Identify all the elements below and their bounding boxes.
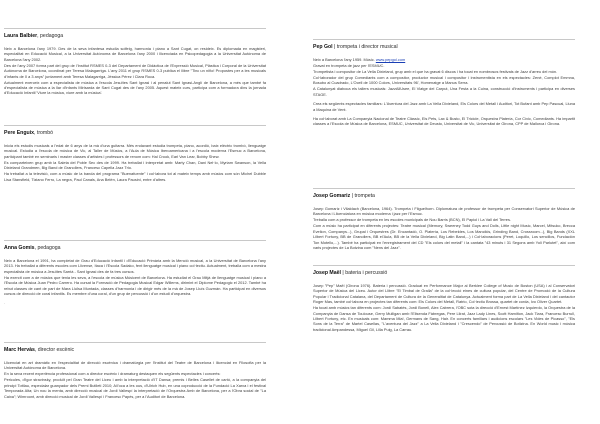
bio-paragraph: Treballa com a professor de trompeta en les escoles municipals de Nou Barris (BCN), El Papiol i La Vall del Terres. bbox=[313, 217, 512, 223]
bio-paragraph: Des de l'any 2007 forma part del grup de l'Institut RSMES 0-3 del Departament de Didàctica de l'Expressió Musical, Plàstica i Corporal de la Universitat Autònoma de Barcelona, coordinat per Teresa Malagarriga. L'any 2011 el grup RSMES 0-3 publica el llibre "Tinc un niño! Propostes per a les musicals d'infants de 0 a 3 anys" juntament amb Teresa Malagarriga, Jéssica Pérez i Clara Roca. bbox=[4, 62, 266, 79]
bio-paragraph: Ha exercit com a de músics que tenia les seva, a l'escola de música Músicent de Barcelona. Ha estudiat el Grau Mitjà de llenguatge musical i piano a l'Escola de Música Juan Pedro Carrero. Ha cursat la Formació de Pedagogia Musical Edgar Willems, dirimint el Diplome Pedagogic el 2012. També ha rebut classes de cant de part de Mara Lluïsa Muntada, classes d'harmonia i de dirigir més de la mà de Josep Lluís Guzmán. Ha participat en diversos cursos de direcció de coral infantils. Es membre d'una coral, d'un grup de percussió i d'un estudi d'orquestra. bbox=[4, 274, 266, 297]
bio-paragraph: Crea els següents espectacles familiars: L'Aventura del Jazz amb La Vella Dixieland, Els Colors del Metall i Auditori, Tot Bufant amb Pep Pascual, Lluna a Maquina de Vent. bbox=[313, 101, 575, 112]
bio-text bbox=[4, 258, 266, 296]
divider bbox=[4, 125, 266, 126]
website-link[interactable]: www.pepgol.com bbox=[375, 57, 406, 62]
bio-paragraph: Pericules, d'igor stravinsky, produït pel Gran Teatre del Liceu i amb la interpretació d'IT Dansa; premis i Belles Casellet de cartó, a la companyia del principi Tottlau, especialar guanyador dels Premi Butlleti 2010; A/l'oca a les ous, d'Ulrich Hub, en una coproducció de la Fundació La Xarxa i el festival Temporada Alta; Un nou la menta, amb direcció musical de Jordi Vallespí la interpretació de l'Orquestra Amb de Barcelona, per a l'Obra social de "La Caixa"; Wimroont, amb direcció musical de Jordi Vallespí i Francesc Papès, per a l'Auditori de Barcelona. bbox=[4, 377, 266, 399]
bio-role: trombó bbox=[36, 130, 54, 136]
bio-text bbox=[4, 46, 266, 96]
bio-heading: Anna Gomis, pedagoga bbox=[4, 245, 61, 251]
divider bbox=[313, 188, 575, 189]
bio-role: pedagoga bbox=[37, 245, 61, 251]
bio-paragraph: Ha tocat amb músics tan diferents com: Jordi Sabatés, Jordi Bonell, Alex Cabrera, l'OBC sota la direcció d'Ernest Martínez Izquierdo, la Orquestra de la Companyia de Dansa de Toulouse, Gerry Mulligan amb l'Elisenda Fàbregas, Pere Llirat, Jazz Lady Lines, Scott Hamilton, Jack Tiara, Francesc Burrull, Lilbert Fortuny, etc. En musicals com: Mamma Mia!, Germans de Sang, Hair. En concerts familiars i audicions escolars "Les Vides de Picasso", "Els Sons de la Terra" de Martel Casellas, "L'aventura del Jazz" a La Vella Dixieland i "Crescendo" de Percussió de Botizina. En World music i música tradicional Ampandessa, Miguel Gil, Lilla Puig, La Carrau. bbox=[313, 305, 575, 332]
divider bbox=[313, 39, 575, 40]
bio-text bbox=[4, 360, 266, 399]
bio-entry bbox=[313, 188, 575, 251]
bio-paragraph: Ha col·laborat amb La Companyia Nacional de Teatre Clàssic, Els Pets, Lax & Busto, El Tricicle, Orquestra Platería, Cor Cívic, Comediants. Ha impartit classes a l'Escola de Música de Barcelona, ESMUC, Universitat de Deusto, Universitat de Vic, Universitat de Girona, CPP de Mallorca i Girona. bbox=[313, 116, 575, 127]
divider bbox=[4, 240, 266, 241]
bio-heading: Marc Hervàs, director escènic bbox=[4, 347, 75, 353]
bio-paragraph: Neix a Barcelona el 1991, ha completat de Grau d'Educació Infantil i d'Educació Primària amb la Menció musical, a la Universitat de Barcelona l'any 2013. Ha treballat a diferents escoles com Llivense, Itaca i l'Escola Sadako, fent llenguatge musical i piano col·lectiu. Actualment, treballa com a mestra especialista de música a Jesuïtes Sarrià - Sant Ignasi des de fa tres cursos. bbox=[4, 258, 266, 274]
bio-text bbox=[313, 57, 575, 127]
separator-dot: . bbox=[4, 300, 6, 306]
bio-name: Laura Balbier bbox=[4, 33, 38, 39]
bio-entry bbox=[4, 342, 266, 400]
bio-role: bateria i percussió bbox=[345, 270, 388, 276]
bio-role: pedagoga bbox=[40, 33, 64, 39]
bio-paragraph: Actualment exerceix com a especialista de música a l'escola Jesuïtes Sant Ignasi i al penalut Sant Ignasi-Anglí de Barcelona, a més que també fa d'especialista de música a la llar d'infants Mirisarda de Sant Cugat des de l'any 2005. Aquest mateix curs, participa com a formadora dins la jornada d'Educació Infantil 'Viure la música, viure amb la música'. bbox=[4, 79, 266, 96]
bio-name: Pere Enguix bbox=[4, 130, 34, 136]
bio-heading: Josep Maël | bateria i percussió bbox=[313, 270, 388, 276]
bio-paragraph: Trompetista i compositor de La Vella Dixieland, grup amb el que ha gravat 6 discos i ha tocat en nombrosos festivals de Jazz d'arreu del món. bbox=[313, 69, 558, 74]
bio-name: Marc Hervàs bbox=[4, 347, 35, 353]
bio-paragraph: Gravat en trompeta de jazz per l'ESMUC. bbox=[313, 63, 385, 68]
bio-paragraph: Neix a Barcelona l'any 1979. Des de la seva infantesa estudia solfeig, harmonia i piano a Sant Cugat, on resideix. Es diplomada en magisteri, especialitat en Educació Musical, a la Universitat Autònoma de Barcelona l'any 2000 i llicenciada en Psicopedagogia a la Universitat Autònoma de Barcelona l'any 2002. bbox=[4, 46, 266, 62]
bio-heading: Pere Enguix, trombó bbox=[4, 130, 54, 136]
bio-paragraph: Ha treballat a la televisió, com a músic de la banda del programa "Buenafuente" i col·labora tot al mateix temps amb músics com són Michel Dubble Lisa Stansfield, Tiziano Ferro, La negra, Paul Canals, Ana Belén, Laura Pausini, entre d'altres. bbox=[4, 171, 266, 182]
bio-role: director escènic bbox=[37, 347, 75, 353]
bio-paragraph: Com a músic ha participat en diferents projectes: Teatre musical (Memory, Sweeney Todd Guys and Dolls, Little night Music, Marcel, Mitsuko, Brecca Evelion, Companys...), Grupal i Orquestres (Dr. Encantadó, O. Platería, Los Rebeldes, Los Mancikis, Grinding Band, Crossroom...), Big Bands (XXL Lilbert Fortuny, BB de Granollers, BB el'Aula, BB de la Vella Dixieland, Big Latin Band,...) i Col·laboracions (Peret, Loquillo, Los sencillos, Fundación Ton Motello,...). També ha participat en l'enregistrament del CD "Els colors del metall" i la cantata "43 minuts i 31 Segons amb Yoli Parlutet", així com varis projectes de La Botzina com "Nens del Jazz". bbox=[313, 223, 575, 251]
bio-name: Pep Gol bbox=[313, 44, 333, 50]
bio-paragraph: Inicia els estudis musicals a l'edat de 6 anys de la mà d'una guitarra. Més endavant estudia trompeta, piano, acordió, baix elèctric trombó, llenguatge musical. Estudia a l'escola de música de Vic, al Taller de Músics, a l'Aula de Música Iberoamericana i a l'escola moderna l'Esmuc a Barcelona, participant també en seminaris i master classes d'artistes i professors de renom com: Hal Crook, Earl Van Lear, Bobby Shew. bbox=[4, 143, 266, 159]
divider bbox=[4, 28, 266, 29]
bio-paragraph: En la seva recent experiència professional com a director escènic i dramaturg destaquen els següents espectacles i concerts: bbox=[4, 371, 221, 377]
bio-role: trompeta i director musical bbox=[336, 44, 398, 50]
bio-paragraph: Llicenciat en art dramàtic en l'especialitat de direcció escènica i dramatúrgia per l'Institut del Teatre de Barcelona i llicenciat en Filosofia per la Universitat Autònoma de Barcelona. bbox=[4, 360, 266, 371]
bio-heading: Pep Gol | trompeta i director musical bbox=[313, 44, 398, 50]
bio-paragraph: Es comparteixen grup amb la Saleta del Poble Sec des de 1999. Ha treballat i interpretat amb: Marty Chan, Dani Nel·lo, Myriam Swanson, la Vella Dixieland Grandmen, Big Band de Granollers, Francesc Capella Jazz Trio. bbox=[4, 159, 266, 171]
bio-paragraph: Josep "Pep" Maël (Girona 1976). Bateria i percussió. Graduat en Performance Major al Berklee College of Music de Boston (USA) i al Conservatori Superior de Música del Liceu. Autor del Llibre "El Timbal de Gralla" de la col·lecció eines de cultura popular, del Centre de Promoció de la Cultura Popular i Tradicional Catalana, del Departament de Cultura de la Generalitat de Catalunya. Actualment forma part de La Vella Dixieland i del cantautor Roger Mas, també col·labora en projectes tan diferents com: Els Colors del Metall, Ratrio, Col·lectiu Brossa, quartet de corda, Ivo Oliver Quartet. bbox=[313, 283, 575, 305]
bio-entry bbox=[4, 240, 266, 305]
bio-heading: Josep Gomariz | trompeta bbox=[313, 193, 375, 199]
bio-name: Josep Gomariz bbox=[313, 193, 351, 199]
bio-paragraph: Neix a Barcelona l'any 1959. Músic. www.pepgol.com bbox=[313, 57, 406, 62]
bio-paragraph: Josep Gomariz i Vilaldach (Barcelona, 1964). Trompeta i Fliguelhorn. Diplomatura de professor de trompeta per Conservatori Superior de Música de Barcelona i Llicenciatura en música moderna i jazz per l'Esmuc. bbox=[313, 206, 575, 217]
bio-name: Josep Maël bbox=[313, 270, 341, 276]
divider bbox=[4, 342, 266, 343]
bio-paragraph: A Catalunyat diaboca els tallers musicals: JazzAllUsee, El Viatge del Carput, Una Festa a la Cuina, construcció d'instruments i participa en diverses STAGE. bbox=[313, 86, 575, 97]
bio-heading: Laura Balbier, pedagoga bbox=[4, 33, 64, 39]
bio-entry bbox=[313, 39, 575, 127]
bio-text bbox=[4, 143, 266, 182]
bio-role: trompeta bbox=[354, 193, 375, 199]
bio-text bbox=[313, 206, 575, 250]
bio-entry bbox=[4, 28, 266, 96]
bio-text bbox=[313, 283, 575, 332]
bio-entry bbox=[4, 125, 266, 183]
bio-entry bbox=[313, 265, 575, 333]
bio-name: Anna Gomis bbox=[4, 245, 35, 251]
divider bbox=[313, 265, 575, 266]
bio-paragraph: Col·laborador del grup Comediants com a compositor, productor musical i compositor i instrumentista en els espectacles: Zené, Complot Emmna, Bosubo al Cuadrado, L'Ocell de 1000 Colors, Universitats 96', Homenatge a Manus Serra. bbox=[313, 75, 575, 86]
